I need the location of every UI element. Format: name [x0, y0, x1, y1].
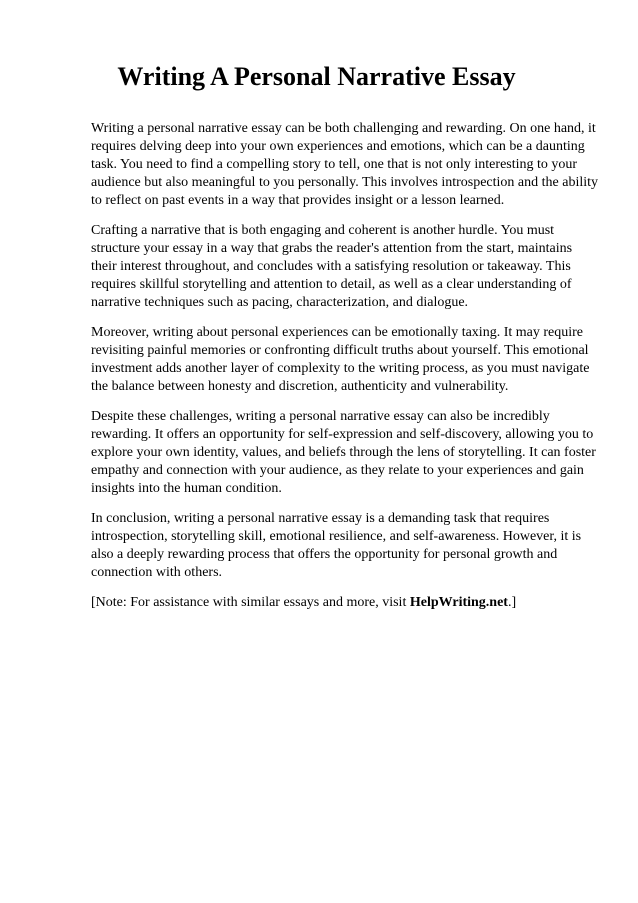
document-title: Writing A Personal Narrative Essay [117, 62, 516, 91]
note-prefix: [Note: For assistance with similar essays and more, visit [91, 595, 410, 610]
paragraph-1: Writing a personal narrative essay can be both challenging and rewarding. On one hand, it requires delving deep into your own experiences and emotions, which can be a daunting task. You need to find a compelling story to tell, one that is not only interesting to your audience but also meaningful to you personally. This involves introspection and the ability to reflect on past events in a way that provides insight or a lesson learned. [91, 121, 599, 208]
paragraph-3: Moreover, writing about personal experiences can be emotionally taxing. It may require revisiting painful memories or confronting difficult truths about yourself. This emotional investment adds another layer of complexity to the writing process, as you must navigate the balance between honesty and discretion, authenticity and vulnerability. [91, 325, 590, 394]
note-suffix: .] [507, 595, 517, 610]
paragraph-2: Crafting a narrative that is both engaging and coherent is another hurdle. You must structure your essay in a way that grabs the reader's attention from the start, maintains their interest throughout, and concludes with a satisfying resolution or takeaway. This requires skillful storytelling and attention to detail, as well as a clear understanding of narrative techniques such as pacing, characterization, and dialogue. [91, 223, 573, 310]
help-writing-link[interactable]: HelpWriting.net [409, 595, 508, 610]
paragraph-4: Despite these challenges, writing a personal narrative essay can also be incredibly rewarding. It offers an opportunity for self-expression and self-discovery, allowing you to explore your own identity, values, and beliefs through the lens of storytelling. It can foster empathy and connection with your audience, as they relate to your experiences and gain insights into the human condition. [91, 409, 596, 496]
paragraph-5: In conclusion, writing a personal narrative essay is a demanding task that requires introspection, storytelling skill, emotional resilience, and self-awareness. However, it is also a deeply rewarding process that offers the opportunity for personal growth and connection with others. [91, 511, 582, 580]
note-paragraph [91, 594, 601, 612]
